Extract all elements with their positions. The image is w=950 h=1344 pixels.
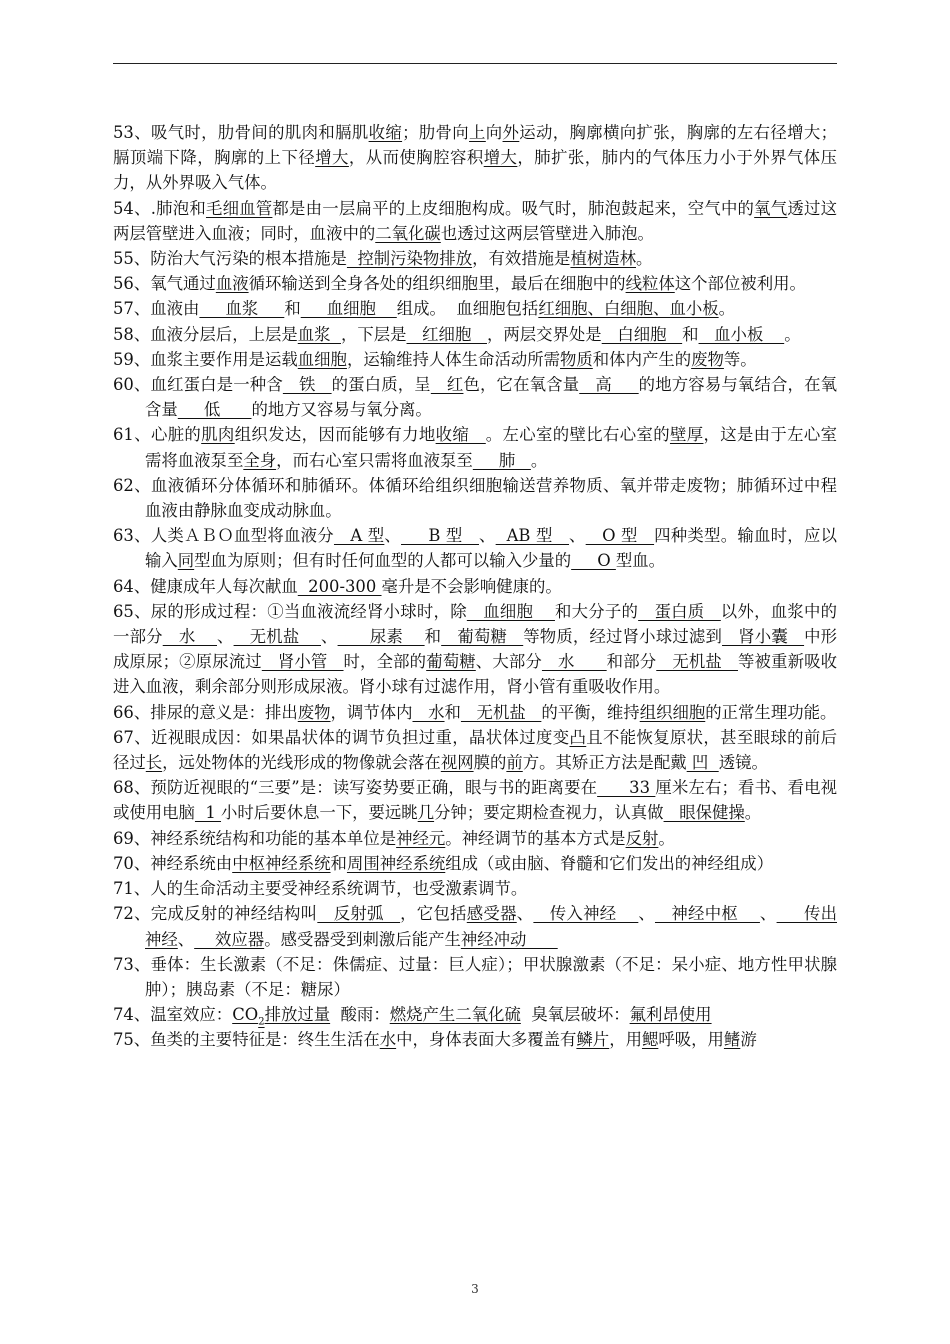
answer-blank: 上 [469, 123, 486, 142]
answer-blank: 红细胞、白细胞、血小板 [538, 299, 719, 319]
text-segment: 运动，胸廓横向扩张，胸廓的左右径增大；膈顶端下降，胸廓的上下径 [113, 123, 838, 168]
text-segment: 透镜。 [718, 753, 768, 773]
text-segment: 的正常生理功能。 [705, 702, 837, 722]
text-segment: 74、温室效应： [113, 1005, 233, 1025]
text-segment: ，调节体内 [330, 702, 413, 722]
answer-blank: 水 [379, 1030, 397, 1050]
answer-blank: 低 [177, 400, 252, 420]
item-65 [113, 599, 837, 700]
text-segment: 、 [759, 904, 777, 924]
answer-blank: A 型 [333, 526, 385, 546]
text-segment: ，而右心室只需将血液泵至 [276, 450, 473, 470]
item-63 [113, 523, 837, 573]
text-segment: 型血为原则；但有时任何血型的人都可以输入少量的 [194, 551, 572, 571]
text-segment: 。 [718, 299, 736, 319]
answer-blank: 血浆 [297, 324, 341, 344]
answer-blank: 感受器 [466, 904, 517, 924]
answer-blank: CO [232, 1005, 259, 1025]
text-segment: 67、近视眼成因：如果晶状体的调节负担过重，晶状体过度变 [113, 727, 570, 747]
item-60 [113, 372, 837, 422]
text-segment: 65、尿的形成过程：①当血液流经肾小球时，除 [113, 601, 467, 621]
answer-blank: 反射 [625, 828, 659, 848]
text-segment: 向 [485, 123, 503, 142]
answer-blank: 血小板 [698, 324, 785, 344]
answer-blank: AB 型 [495, 526, 570, 546]
text-segment: 59、血浆主要作用是运载 [113, 349, 298, 369]
text-segment: 这个部位被利用。 [674, 274, 806, 294]
item-56 [113, 271, 837, 296]
text-segment: 、 [217, 627, 234, 647]
text-segment: 、 [569, 526, 586, 546]
answer-blank: 葡萄糖 [441, 627, 524, 647]
answer-blank: B 型 [401, 526, 479, 546]
answer-blank: 中枢神经系统 [232, 853, 331, 873]
text-segment: 。左心室的壁比右心室的 [485, 425, 670, 445]
item-66 [113, 700, 837, 725]
text-segment: 。 [530, 450, 548, 470]
item-59 [113, 347, 837, 372]
text-segment: ，下层是 [340, 324, 407, 344]
item-67 [113, 725, 837, 775]
answer-blank: 无机盐 [656, 652, 738, 672]
text-segment: 。 [784, 324, 801, 344]
item-53 [113, 120, 837, 196]
text-segment: 55、防治大气污染的根本措施是 [113, 249, 347, 269]
item-75 [113, 1027, 837, 1052]
text-segment: 63、人类ＡＢＯ血型将血液分 [113, 526, 334, 546]
text-segment: 色，它在氧含量 [463, 375, 580, 395]
answer-blank: 外 [502, 123, 520, 142]
text-segment: 和 [444, 702, 461, 722]
answer-blank: 无机盐 [460, 702, 542, 722]
text-segment: 58、血液分层后，上层是 [113, 324, 298, 344]
answer-blank: 血液 [215, 274, 249, 294]
answer-blank: 血细胞 [466, 601, 555, 621]
text-segment: 组成（或由脑、脊髓和它们发出的神经组成） [445, 853, 774, 873]
text-segment: 66、排尿的意义是：排出 [113, 702, 298, 722]
item-55 [113, 246, 837, 271]
answer-blank: 神经中枢 [654, 904, 760, 924]
text-segment: 厘米左右；看书、看电视或使用电脑 [113, 778, 838, 823]
item-70 [113, 851, 837, 876]
page-number: 3 [471, 1282, 479, 1296]
answer-blank: 鳍 [723, 1030, 741, 1050]
answer-blank: 视网 [440, 753, 474, 773]
text-segment: 、 [177, 929, 195, 949]
item-68 [113, 775, 837, 825]
answer-blank: 收缩 [435, 425, 486, 445]
item-58 [113, 322, 837, 347]
text-segment: 时，全部的 [343, 652, 427, 672]
text-segment: 、大部分 [475, 652, 542, 672]
text-segment: 呼吸，用 [658, 1030, 724, 1050]
answer-blank: 凹 [686, 753, 719, 773]
answer-blank: 燃烧产生二氧化硫 [389, 1005, 521, 1025]
answer-blank: 200-300 [297, 576, 382, 596]
text-segment: 和 [682, 324, 699, 344]
answer-blank: 鳃 [641, 1030, 659, 1050]
text-segment: 的平衡，维持 [541, 702, 640, 722]
text-segment: 游 [740, 1030, 757, 1050]
answer-blank: 肾小管 [261, 652, 344, 672]
text-segment: 组织发达，因而能够有力地 [234, 425, 436, 445]
answer-blank: 水 [412, 702, 445, 722]
text-segment: 。 [658, 828, 675, 848]
text-segment: 臭氧层破坏： [520, 1005, 630, 1025]
answer-blank: 血细胞 [300, 299, 397, 319]
item-72 [113, 901, 837, 951]
answer-blank: 前 [506, 753, 523, 773]
answer-blank: 高 [579, 375, 639, 395]
answer-blank: 血细胞 [297, 349, 347, 369]
text-segment: 、 [478, 526, 496, 546]
answer-blank: 眼保健操 [663, 803, 745, 823]
answer-blank: 2 [258, 1016, 265, 1028]
text-segment: 等物质，经过肾小球过滤到 [523, 627, 723, 647]
text-segment: 方。其矫正方法是配戴 [522, 753, 687, 773]
text-segment: ，这是由于左心室需将血液泵至 [145, 425, 838, 470]
answer-blank: 氟利昂使用 [629, 1005, 712, 1025]
text-segment: ，从而使胸腔容积 [348, 148, 484, 168]
answer-blank: 长 [145, 753, 163, 773]
answer-blank: 尿素 [337, 627, 425, 647]
text-segment: 等被重新吸收进入血液，剩余部分则形成尿液。肾小球有过滤作用，肾小管有重吸收作用。 [113, 652, 838, 697]
answer-blank: 壁厚 [669, 425, 704, 445]
text-segment: ，两层交界处是 [486, 324, 602, 344]
answer-blank: 收缩 [368, 123, 403, 142]
text-segment: 的地方容易与氧结合，在氧含量 [145, 375, 838, 420]
text-segment: 和体内产生的 [592, 349, 692, 369]
text-segment: ，用 [609, 1030, 642, 1050]
answer-blank: 红 [430, 375, 464, 395]
text-segment: 组成。 血细胞包括 [396, 299, 539, 319]
text-segment: 透过这两层管壁进入血液；同时，血液中的 [113, 198, 838, 243]
text-segment: 和部分 [606, 652, 657, 672]
answer-blank: 血浆 [199, 299, 285, 319]
answer-blank: 葡萄糖 [426, 652, 476, 672]
header-rule [113, 63, 837, 64]
text-segment: 53、吸气时，肋骨间的肌肉和膈肌 [113, 123, 369, 142]
text-segment: 和 [284, 299, 301, 319]
text-segment: 都是由一层扁平的上皮细胞构成。吸气时，肺泡鼓起来，空气中的 [272, 198, 755, 218]
answer-blank: 肺 [472, 450, 531, 470]
item-54 [113, 196, 837, 246]
text-segment: 70、神经系统由 [113, 853, 233, 873]
answer-blank: 物质 [560, 349, 593, 369]
text-segment: 等。 [723, 349, 757, 369]
answer-blank: 水 [162, 627, 217, 647]
item-57 [113, 296, 837, 321]
answer-blank: 二氧化碳 [375, 223, 441, 243]
text-segment: ，运输维持人体生命活动所需 [346, 349, 561, 369]
answer-blank: 组织细胞 [639, 702, 706, 722]
text-segment: 型血。 [615, 551, 666, 571]
text-segment: 54、.肺泡和 [113, 198, 206, 218]
text-segment: 、 [321, 627, 338, 647]
item-62 [113, 473, 837, 523]
answer-blank: 毛细血管 [205, 198, 273, 218]
text-segment: ，它包括 [400, 904, 467, 924]
text-segment: 中，身体表面大多覆盖有 [396, 1030, 577, 1050]
text-segment: 小时后要休息一下，要远眺 [221, 803, 418, 823]
answer-blank: 效应器 [194, 929, 265, 949]
answer-blank: 废物 [691, 349, 724, 369]
text-segment: 。 [636, 249, 653, 269]
item-71 [113, 876, 837, 901]
item-73 [113, 952, 837, 1002]
answer-blank: 几 [417, 803, 435, 823]
text-segment: 。神经调节的基本方式是 [445, 828, 626, 848]
answer-blank: 白细胞 [601, 324, 683, 344]
answer-blank: 1 [194, 803, 222, 823]
item-74 [113, 1002, 837, 1027]
text-segment: 、 [638, 904, 655, 924]
text-segment: 61、心脏的 [113, 425, 202, 445]
text-segment: 循环输送到全身各处的组织细胞里，最后在细胞中的 [248, 274, 626, 294]
answer-blank: 增大 [315, 148, 349, 168]
text-segment: 和 [424, 627, 442, 647]
answer-blank: 肾小囊 [722, 627, 805, 647]
answer-blank: 植树造林 [570, 249, 636, 269]
text-segment: 也透过这两层管壁进入肺泡。 [440, 223, 654, 243]
text-segment: 75、鱼类的主要特征是：终生生活在 [113, 1030, 380, 1050]
text-segment: 酸雨： [330, 1005, 390, 1025]
answer-blank: 无机盐 [233, 627, 321, 647]
answer-blank: 蛋白质 [638, 601, 721, 621]
answer-blank: O [571, 551, 616, 571]
answer-blank: 神经冲动 [460, 929, 558, 949]
answer-blank: 排放过量 [264, 1005, 331, 1025]
answer-blank: 同 [177, 551, 195, 571]
text-segment: 和 [330, 853, 347, 873]
answer-blank: 红细胞 [406, 324, 487, 344]
answer-blank: 传入神经 [533, 904, 639, 924]
answer-blank: O 型 [585, 526, 655, 546]
answer-blank: 传出神经 [145, 904, 837, 949]
text-segment: ，肺扩张，肺内的气体压力小于外界气体压力，从外界吸入气体。 [113, 148, 838, 193]
answer-blank: 凸 [569, 727, 587, 747]
answer-blank: 反射弧 [317, 904, 401, 924]
text-segment: 71、人的生命活动主要受神经系统调节，也受激素调节。 [113, 879, 528, 899]
text-segment: ，远处物体的光线形成的物像就会落在 [162, 753, 441, 773]
text-segment: 56、氧气通过 [113, 274, 216, 294]
text-segment: 以外，血浆中的一部分 [113, 601, 838, 647]
item-61 [113, 422, 837, 472]
text-segment: 毫升是不会影响健康的。 [381, 576, 562, 596]
text-segment: 四种类型。输血时，应以输入 [145, 526, 838, 571]
text-segment: 73、垂体：生长激素（不足：侏儒症、过量：巨人症）；甲状腺激素（不足：呆小症、地方性甲状腺肿）；胰岛素（不足：糖尿） [113, 954, 837, 999]
text-segment: 和大分子的 [554, 601, 639, 621]
text-segment: 分钟；要定期检查视力，认真做 [434, 803, 664, 823]
answer-blank: 线粒体 [625, 274, 675, 294]
answer-blank: 33 [597, 778, 656, 798]
item-64 [113, 574, 837, 599]
answer-blank: 周围神经系统 [346, 853, 446, 873]
answer-blank: 控制污染物排放 [346, 249, 473, 269]
text-segment: 的蛋白质，呈 [331, 375, 431, 395]
answer-blank: 废物 [297, 702, 331, 722]
text-segment: 。 [744, 803, 762, 823]
text-segment: 、 [516, 904, 534, 924]
text-segment: 的地方又容易与氧分离。 [251, 400, 432, 420]
text-segment: 64、健康成年人每次献血 [113, 576, 298, 596]
answer-blank: 肌肉 [201, 425, 235, 445]
text-segment: ；肋骨向 [402, 123, 470, 142]
text-segment: 。感受器受到刺激后能产生 [264, 929, 461, 949]
text-segment: ，有效措施是 [472, 249, 571, 269]
answer-blank: 铁 [282, 375, 332, 395]
answer-blank: 增大 [483, 148, 518, 168]
text-segment: 72、完成反射的神经结构叫 [113, 904, 318, 924]
text-segment: 、 [384, 526, 402, 546]
answer-blank: 氧气 [754, 198, 788, 218]
answer-blank: 神经元 [396, 828, 446, 848]
answer-blank: 鳞片 [576, 1030, 610, 1050]
text-segment: 62、血液循环分体循环和肺循环。体循环给组织细胞输送营养物质、氧并带走废物；肺循环过中程血液由静脉血变成动脉血。 [113, 475, 837, 521]
document-body [113, 120, 837, 1053]
text-segment: 60、血红蛋白是一种含 [113, 375, 283, 395]
text-segment: 69、神经系统结构和功能的基本单位是 [113, 828, 397, 848]
text-segment: 且不能恢复原状，甚至眼球的前后径过 [113, 727, 838, 773]
text-segment: 57、血液由 [113, 299, 200, 319]
answer-blank: 水 [541, 652, 607, 672]
item-69 [113, 826, 837, 851]
text-segment: 68、预防近视眼的“三要”是：读写姿势要正确，眼与书的距离要在 [113, 778, 598, 798]
text-segment: 膜的 [473, 753, 507, 773]
text-segment: 中形成原尿；②原尿流过 [113, 627, 838, 672]
answer-blank: 全身 [243, 450, 277, 470]
